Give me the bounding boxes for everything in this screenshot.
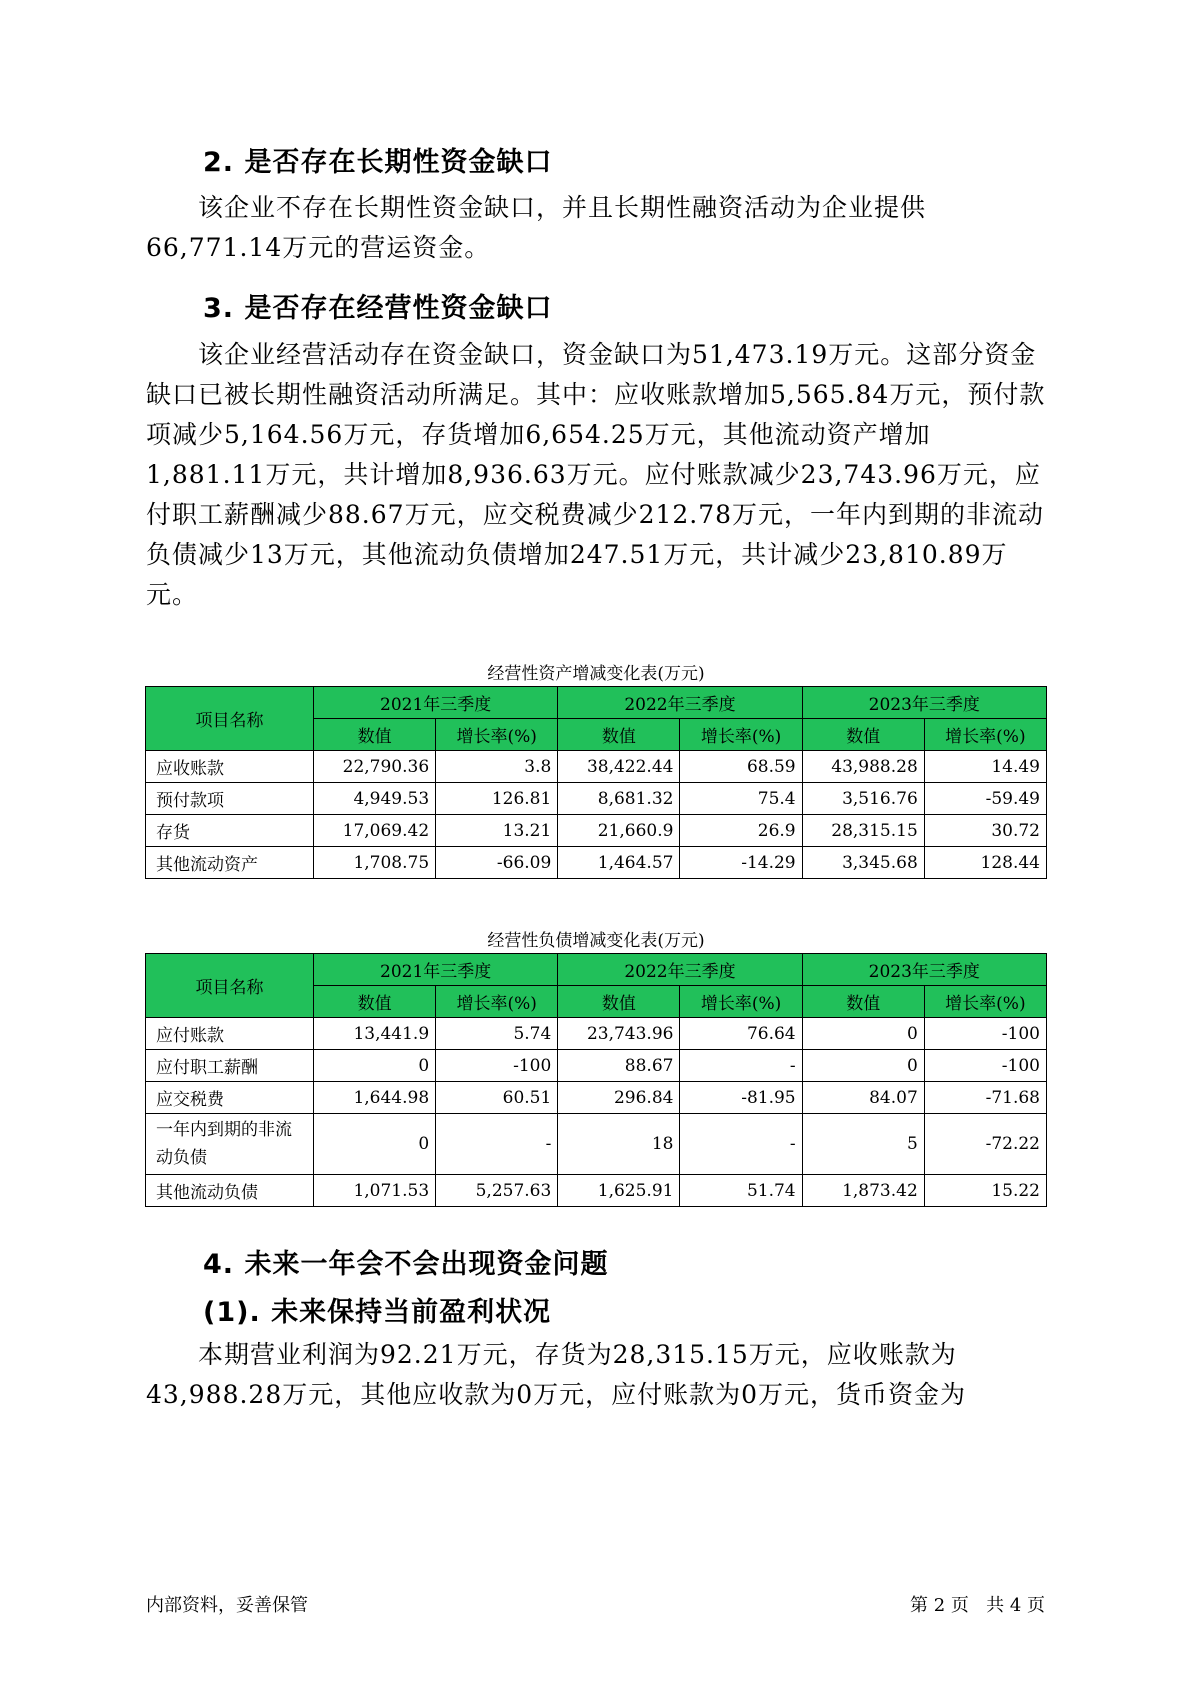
section-3-paragraph: 该企业经营活动存在资金缺口，资金缺口为51,473.19万元。这部分资金缺口已被长期性融资活动所满足。其中：应收账款增加5,565.84万元，预付款项减少5,164.56万元，存货增加6,654.25万元，其他流动资产增加1,881.11万元，共计增加8,936.63万元。应付账款减少23,743.96万元，应付职工薪酬减少88.67万元，应交税费减少212.78万元，一年内到期的非流动负债减少13万元，其他流动负债增加247.51万元，共计减少23,810.89万元。 (146, 340, 1046, 609)
rate-cell: 26.9 (680, 815, 802, 847)
period-header: 2023年三季度 (802, 954, 1046, 986)
row-label: 应付职工薪酬 (146, 1050, 314, 1082)
period-header: 2022年三季度 (558, 954, 802, 986)
value-header: 数值 (558, 986, 680, 1018)
row-label: 应付账款 (146, 1018, 314, 1050)
rate-cell: 68.59 (680, 751, 802, 783)
value-cell: 88.67 (558, 1050, 680, 1082)
rate-header: 增长率(%) (924, 986, 1046, 1018)
table-row (146, 1114, 1047, 1175)
value-header: 数值 (558, 719, 680, 751)
table-row (146, 783, 1047, 815)
value-cell: 84.07 (802, 1082, 924, 1114)
asset-table-caption: 经营性资产增减变化表(万元) (487, 664, 705, 684)
period-header: 2023年三季度 (802, 687, 1046, 719)
table-row (146, 1175, 1047, 1207)
value-cell: 0 (314, 1114, 436, 1175)
rate-cell: 5,257.63 (436, 1175, 558, 1207)
rate-cell: 30.72 (924, 815, 1046, 847)
value-cell: 3,345.68 (802, 847, 924, 879)
liability-change-table (145, 953, 1047, 1207)
value-cell: 0 (802, 1018, 924, 1050)
row-label: 预付款项 (146, 783, 314, 815)
period-header: 2021年三季度 (314, 687, 558, 719)
value-cell: 3,516.76 (802, 783, 924, 815)
rate-cell: -59.49 (924, 783, 1046, 815)
value-cell: 13,441.9 (314, 1018, 436, 1050)
row-label: 应收账款 (146, 751, 314, 783)
value-cell: 4,949.53 (314, 783, 436, 815)
rate-header: 增长率(%) (924, 719, 1046, 751)
rate-cell: 76.64 (680, 1018, 802, 1050)
rate-cell: 60.51 (436, 1082, 558, 1114)
period-header: 2022年三季度 (558, 687, 802, 719)
rate-cell: 51.74 (680, 1175, 802, 1207)
rate-cell: -81.95 (680, 1082, 802, 1114)
table-row (146, 1082, 1047, 1114)
row-label: 应交税费 (146, 1082, 314, 1114)
rate-cell: -66.09 (436, 847, 558, 879)
section-2-paragraph: 该企业不存在长期性资金缺口，并且长期性融资活动为企业提供66,771.14万元的营运资金。 (146, 193, 927, 262)
section-4-heading: 4. 未来一年会不会出现资金问题 (203, 1249, 609, 1280)
value-cell: 1,071.53 (314, 1175, 436, 1207)
section-4-paragraph: 本期营业利润为92.21万元，存货为28,315.15万元，应收账款为43,988.28万元，其他应收款为0万元，应付账款为0万元，货币资金为 (146, 1340, 967, 1409)
footer-note: 内部资料，妥善保管 (146, 1595, 308, 1616)
row-label: 其他流动资产 (146, 847, 314, 879)
table-row (146, 847, 1047, 879)
value-cell: 5 (802, 1114, 924, 1175)
value-cell: 21,660.9 (558, 815, 680, 847)
value-header: 数值 (314, 719, 436, 751)
value-cell: 22,790.36 (314, 751, 436, 783)
row-label: 其他流动负债 (146, 1175, 314, 1207)
rate-header: 增长率(%) (436, 986, 558, 1018)
rate-cell: 126.81 (436, 783, 558, 815)
period-header: 2021年三季度 (314, 954, 558, 986)
table-row (146, 751, 1047, 783)
rate-cell: -100 (436, 1050, 558, 1082)
value-cell: 1,873.42 (802, 1175, 924, 1207)
section-3-heading: 3. 是否存在经营性资金缺口 (203, 293, 553, 324)
rate-cell: -14.29 (680, 847, 802, 879)
value-header: 数值 (314, 986, 436, 1018)
rate-header: 增长率(%) (436, 719, 558, 751)
rate-cell: -100 (924, 1018, 1046, 1050)
value-cell: 0 (802, 1050, 924, 1082)
rate-header: 增长率(%) (680, 986, 802, 1018)
rate-cell: 75.4 (680, 783, 802, 815)
value-cell: 1,625.91 (558, 1175, 680, 1207)
table-row (146, 815, 1047, 847)
value-header: 数值 (802, 986, 924, 1018)
rate-cell: 14.49 (924, 751, 1046, 783)
section-2-heading: 2. 是否存在长期性资金缺口 (203, 147, 553, 178)
value-cell: 296.84 (558, 1082, 680, 1114)
asset-change-table (145, 686, 1047, 879)
row-label: 一年内到期的非流动负债 (146, 1114, 314, 1175)
rate-cell: 5.74 (436, 1018, 558, 1050)
value-header: 数值 (802, 719, 924, 751)
rate-cell: 15.22 (924, 1175, 1046, 1207)
rate-cell: 13.21 (436, 815, 558, 847)
value-cell: 23,743.96 (558, 1018, 680, 1050)
rate-cell: -71.68 (924, 1082, 1046, 1114)
value-cell: 18 (558, 1114, 680, 1175)
item-name-header: 项目名称 (146, 954, 314, 1018)
rate-cell: - (680, 1114, 802, 1175)
table-row (146, 1050, 1047, 1082)
value-cell: 38,422.44 (558, 751, 680, 783)
rate-cell: - (436, 1114, 558, 1175)
value-cell: 0 (314, 1050, 436, 1082)
rate-cell: 3.8 (436, 751, 558, 783)
value-cell: 1,708.75 (314, 847, 436, 879)
section-4-subheading: (1). 未来保持当前盈利状况 (203, 1297, 552, 1328)
value-cell: 17,069.42 (314, 815, 436, 847)
liability-table-caption: 经营性负债增减变化表(万元) (487, 931, 705, 951)
page-number: 第 2 页 共 4 页 (910, 1595, 1045, 1616)
table-row (146, 1018, 1047, 1050)
rate-header: 增长率(%) (680, 719, 802, 751)
item-name-header: 项目名称 (146, 687, 314, 751)
value-cell: 1,464.57 (558, 847, 680, 879)
value-cell: 8,681.32 (558, 783, 680, 815)
value-cell: 43,988.28 (802, 751, 924, 783)
value-cell: 28,315.15 (802, 815, 924, 847)
rate-cell: 128.44 (924, 847, 1046, 879)
row-label: 存货 (146, 815, 314, 847)
rate-cell: -100 (924, 1050, 1046, 1082)
rate-cell: - (680, 1050, 802, 1082)
value-cell: 1,644.98 (314, 1082, 436, 1114)
rate-cell: -72.22 (924, 1114, 1046, 1175)
